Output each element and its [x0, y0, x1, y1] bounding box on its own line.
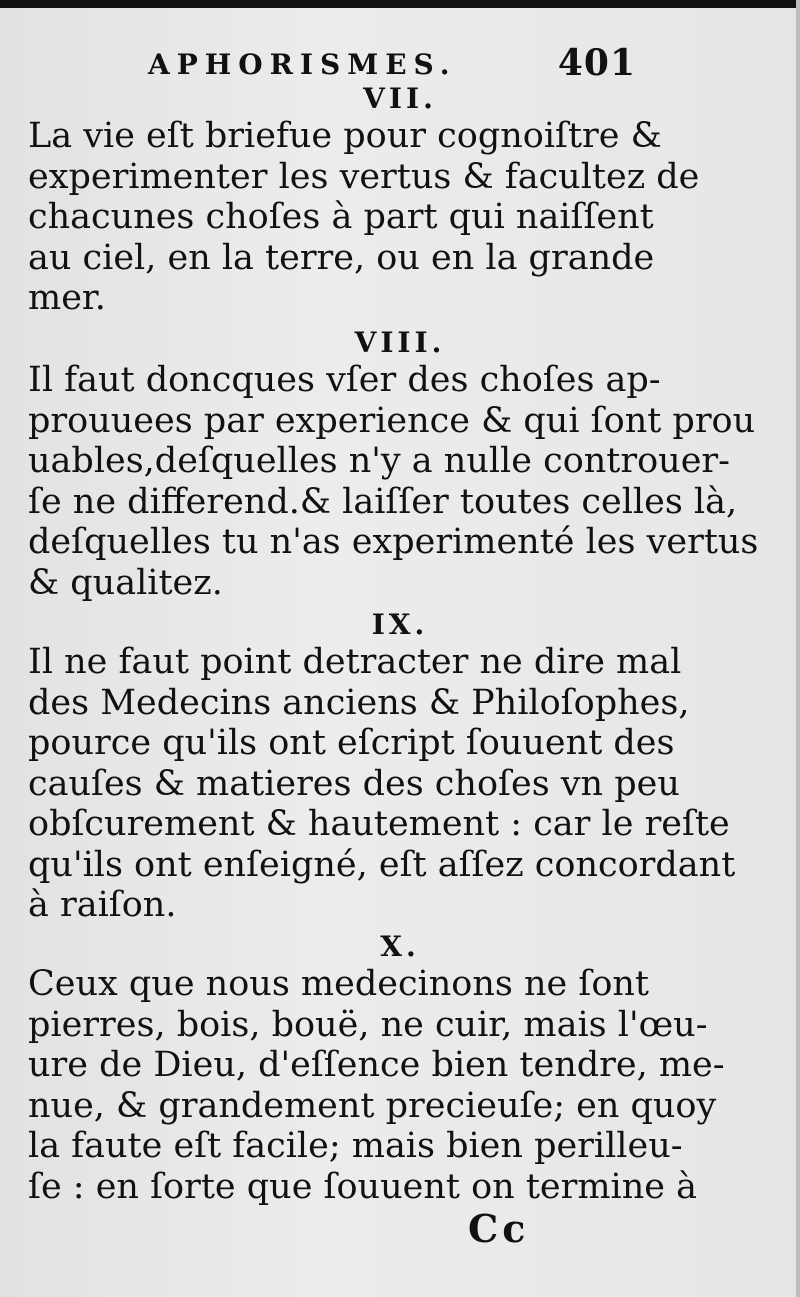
section-numeral-x: X.: [380, 930, 420, 963]
section-numeral-viii: VIII.: [354, 326, 446, 359]
text-line: mer.: [28, 278, 106, 318]
text-line: deſquelles tu n'as experimenté les vertus: [28, 522, 759, 562]
aphorism-x-text: [28, 964, 725, 1207]
text-line: ſe ne differend.& laiſſer toutes celles là,: [28, 481, 738, 522]
text-line: Ceux que nous medecinons ne ſont: [28, 964, 649, 1004]
text-line: au ciel, en la terre, ou en la grande: [28, 237, 655, 278]
text-line: & qualitez.: [28, 562, 223, 603]
book-page: [0, 8, 796, 1297]
text-line: nue, & grandement precieuſe; en quoy: [28, 1085, 717, 1126]
text-line: pierres, bois, bouë, ne cuir, mais l'œu-: [28, 1004, 708, 1045]
text-line: à raiſon.: [28, 885, 177, 925]
text-line: cauſes & matieres des choſes vn peu: [28, 763, 680, 804]
text-line: uables,deſquelles n'y a nulle controuer-: [28, 441, 730, 481]
text-line: qu'ils ont enſeigné, eſt aſſez concordant: [28, 844, 736, 885]
text-line: ure de Dieu, d'eſſence bien tendre, me-: [28, 1045, 725, 1085]
page-right-edge: [796, 0, 800, 1297]
aphorism-vii-text: [28, 116, 700, 319]
page-number: 401: [557, 42, 636, 84]
section-numeral-ix: IX.: [371, 608, 429, 641]
page-top-edge: [0, 0, 800, 8]
text-line: pource qu'ils ont eſcript ſouuent des: [28, 723, 675, 763]
aphorism-ix-text: [28, 642, 736, 926]
text-line: des Medecins anciens & Philoſophes,: [28, 682, 690, 723]
running-head: APHORISMES.: [148, 48, 457, 81]
text-line: La vie eſt briefue pour cognoiſtre &: [28, 116, 662, 156]
text-line: Il ne faut point detracter ne dire mal: [28, 642, 682, 682]
aphorism-viii-text: [28, 360, 759, 603]
signature-mark: Cc: [468, 1206, 530, 1251]
text-line: Il faut doncques vſer des choſes ap-: [28, 360, 661, 400]
text-line: ſe : en ſorte que ſouuent on termine à: [28, 1166, 697, 1207]
text-line: prouuees par experience & qui ſont prou: [28, 400, 756, 441]
text-line: la faute eſt facile; mais bien perilleu-: [28, 1126, 683, 1166]
text-line: experimenter les vertus & facultez de: [28, 156, 700, 197]
text-line: chacunes choſes à part qui naiſſent: [28, 197, 654, 237]
section-numeral-vii: VII.: [363, 82, 437, 115]
text-line: obſcurement & hautement : car le reſte: [28, 804, 730, 844]
